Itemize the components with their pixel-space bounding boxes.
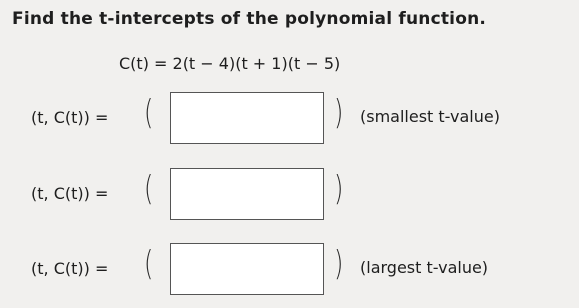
- row-label: (t, C(t)) =: [31, 259, 109, 278]
- close-paren: ): [333, 93, 344, 133]
- close-paren: ): [333, 169, 344, 209]
- question-title: Find the t-intercepts of the polynomial function.: [12, 9, 487, 29]
- answer-row-1: [31, 92, 571, 150]
- open-paren: (: [143, 93, 154, 133]
- row-note-largest: (largest t-value): [360, 258, 489, 277]
- open-paren: (: [143, 169, 154, 209]
- answer-row-2: [31, 168, 571, 226]
- open-paren: (: [143, 244, 154, 284]
- answer-row-3: [31, 243, 571, 301]
- polynomial-equation: C(t) = 2(t − 4)(t + 1)(t − 5): [119, 54, 341, 73]
- answer-input-middle[interactable]: [170, 168, 324, 220]
- answer-input-smallest[interactable]: [170, 92, 324, 144]
- close-paren: ): [333, 244, 344, 284]
- row-label: (t, C(t)) =: [31, 108, 109, 127]
- row-note-smallest: (smallest t-value): [360, 107, 500, 126]
- answer-input-largest[interactable]: [170, 243, 324, 295]
- row-label: (t, C(t)) =: [31, 184, 109, 203]
